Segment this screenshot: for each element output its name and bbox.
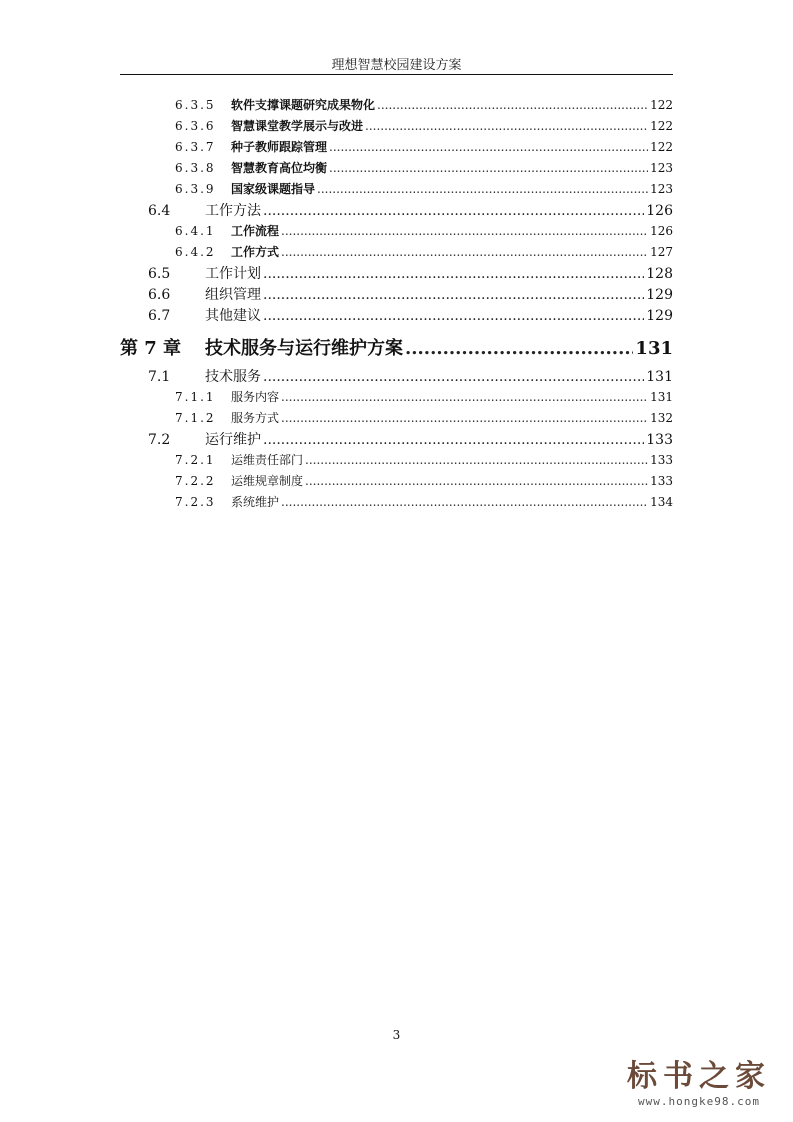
toc-entry-page: 126 xyxy=(650,224,673,238)
toc-entry[interactable] xyxy=(175,222,673,240)
toc-entry[interactable] xyxy=(148,429,673,449)
toc-dot-leader xyxy=(365,119,648,133)
toc-entry[interactable] xyxy=(148,305,673,325)
toc-dot-leader xyxy=(263,308,644,324)
toc-entry-number: 第 7 章 xyxy=(120,338,182,359)
watermark-url: www.hongke98.com xyxy=(638,1095,760,1108)
toc-entry-title: 软件支撑课题研究成果物化 xyxy=(231,98,376,112)
toc-entry-number: 6.6 xyxy=(148,287,171,303)
toc-entry-title: 种子教师跟踪管理 xyxy=(231,140,328,154)
toc-entry[interactable] xyxy=(148,284,673,304)
toc-entry-page: 131 xyxy=(646,369,673,385)
page-number: 3 xyxy=(392,1028,401,1042)
toc-entry-title: 组织管理 xyxy=(205,287,261,303)
toc-dot-leader xyxy=(377,98,648,112)
toc-entry-number: 6.3.5 xyxy=(175,98,216,112)
toc-entry-number: 6.3.7 xyxy=(175,140,216,154)
toc-entry-number: 7.2.2 xyxy=(175,474,216,488)
toc-entry-title: 国家级课题指导 xyxy=(231,182,316,196)
toc-entry-number: 7.1 xyxy=(148,369,171,385)
toc-entry-number: 7.1.1 xyxy=(175,390,216,404)
toc-entry-number: 6.7 xyxy=(148,308,171,324)
toc-dot-leader xyxy=(263,203,644,219)
toc-entry-number: 6.5 xyxy=(148,266,171,282)
toc-entry-title: 其他建议 xyxy=(205,308,261,324)
toc-entry-number: 7.2 xyxy=(148,432,171,448)
toc-entry-title: 服务内容 xyxy=(231,390,280,404)
toc-dot-leader xyxy=(263,287,644,303)
toc-entry-page: 129 xyxy=(646,308,673,324)
toc-entry-number: 6.4 xyxy=(148,203,171,219)
toc-entry[interactable] xyxy=(175,472,673,490)
toc-entry[interactable] xyxy=(175,180,673,198)
toc-entry[interactable] xyxy=(175,493,673,511)
toc-entry-number: 7.2.3 xyxy=(175,495,216,509)
toc-entry-title: 智慧课堂教学展示与改进 xyxy=(231,119,364,133)
watermark-logo: 标书之家 xyxy=(627,1059,771,1094)
toc-entry-page: 123 xyxy=(650,182,673,196)
toc-entry-title: 系统维护 xyxy=(231,495,280,509)
toc-entry-title: 服务方式 xyxy=(231,411,280,425)
watermark xyxy=(619,1051,779,1108)
toc-entry-title: 工作计划 xyxy=(205,266,261,282)
toc-entry-page: 127 xyxy=(650,245,673,259)
toc-entry-page: 133 xyxy=(646,432,673,448)
toc-entry[interactable] xyxy=(175,117,673,135)
toc-entry-page: 122 xyxy=(650,119,673,133)
toc-entry-number: 6.3.6 xyxy=(175,119,216,133)
toc-entry[interactable] xyxy=(175,409,673,427)
toc-dot-leader xyxy=(281,411,648,425)
toc-entry-page: 122 xyxy=(650,140,673,154)
toc-dot-leader xyxy=(317,182,648,196)
toc-entry[interactable] xyxy=(148,366,673,386)
toc-dot-leader xyxy=(329,161,648,175)
toc-entry-page: 134 xyxy=(650,495,673,509)
toc-entry-title: 工作流程 xyxy=(231,224,280,238)
toc-entry[interactable] xyxy=(120,334,673,358)
toc-dot-leader xyxy=(263,266,644,282)
toc-entry[interactable] xyxy=(175,451,673,469)
toc-entry-title: 工作方式 xyxy=(231,245,280,259)
toc-entry-title: 运维责任部门 xyxy=(231,453,304,467)
toc-dot-leader xyxy=(281,495,648,509)
toc-entry-title: 技术服务与运行维护方案 xyxy=(205,338,403,359)
toc-entry-title: 技术服务 xyxy=(205,369,261,385)
toc-dot-leader xyxy=(281,245,648,259)
toc-entry[interactable] xyxy=(175,159,673,177)
toc-entry-number: 6.4.1 xyxy=(175,224,216,238)
toc-entry[interactable] xyxy=(175,138,673,156)
toc-entry-page: 129 xyxy=(646,287,673,303)
toc-entry-number: 6.4.2 xyxy=(175,245,216,259)
header-divider xyxy=(120,74,673,75)
toc-dot-leader xyxy=(305,453,648,467)
toc-dot-leader xyxy=(305,474,648,488)
toc-entry-title: 智慧教育高位均衡 xyxy=(231,161,328,175)
toc-entry[interactable] xyxy=(175,388,673,406)
toc-entry-title: 工作方法 xyxy=(205,203,261,219)
toc-dot-leader xyxy=(329,140,648,154)
toc-entry-page: 128 xyxy=(646,266,673,282)
toc-entry[interactable] xyxy=(175,243,673,261)
toc-dot-leader xyxy=(405,338,633,359)
toc-entry-page: 122 xyxy=(650,98,673,112)
page-header-title: 理想智慧校园建设方案 xyxy=(331,58,462,73)
toc-entry-page: 133 xyxy=(650,474,673,488)
toc-entry-page: 126 xyxy=(646,203,673,219)
toc-entry-title: 运维规章制度 xyxy=(231,474,304,488)
toc-entry-page: 133 xyxy=(650,453,673,467)
toc-entry[interactable] xyxy=(148,200,673,220)
toc-entry-number: 6.3.8 xyxy=(175,161,216,175)
toc-entry[interactable] xyxy=(148,263,673,283)
toc-entry-page: 123 xyxy=(650,161,673,175)
toc-entry-page: 131 xyxy=(650,390,673,404)
toc-entry-page: 131 xyxy=(635,338,673,359)
toc-entry[interactable] xyxy=(175,96,673,114)
toc-dot-leader xyxy=(263,369,644,385)
toc-entry-number: 7.1.2 xyxy=(175,411,216,425)
toc-entry-title: 运行维护 xyxy=(205,432,261,448)
toc-entry-number: 7.2.1 xyxy=(175,453,216,467)
toc-entry-page: 132 xyxy=(650,411,673,425)
toc-dot-leader xyxy=(281,224,648,238)
toc-dot-leader xyxy=(263,432,644,448)
toc-entry-number: 6.3.9 xyxy=(175,182,216,196)
toc-dot-leader xyxy=(281,390,648,404)
